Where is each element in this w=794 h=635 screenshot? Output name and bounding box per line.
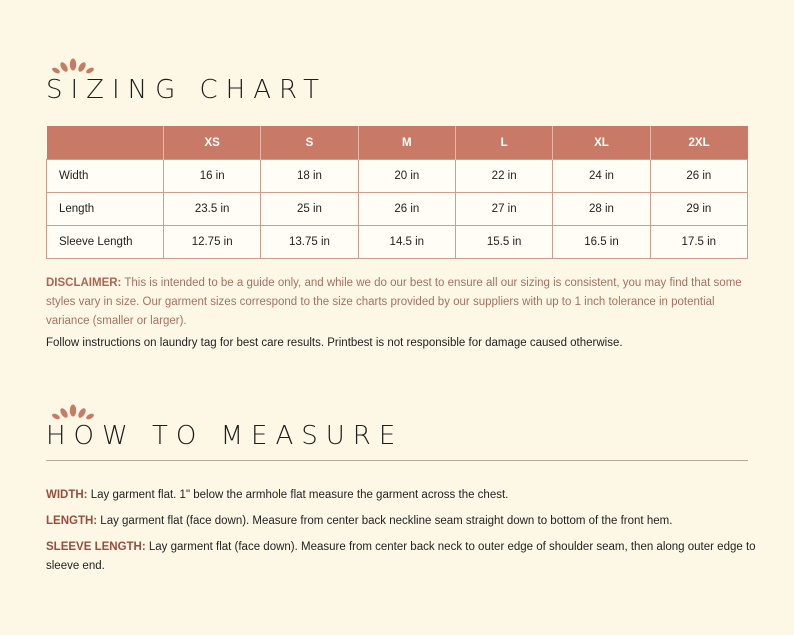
table-header-row [47,126,748,160]
table-cell: 16.5 in [553,226,650,259]
table-header-cell: XL [553,126,650,160]
petal-ornament-icon [50,58,96,74]
disclaimer-body: This is intended to be a guide only, and while we do our best to ensure all our sizing is consistent, you may find that some styles vary in size. Our garment sizes correspond to the size charts provided by our suppliers with up to 1 inch tolerance in potential variance (smaller or larger). [46,277,742,327]
row-label: Length [47,193,164,226]
sizing-table [46,126,748,259]
table-cell: 17.5 in [650,226,747,259]
table-header-cell: L [455,126,552,160]
measure-label: SLEEVE LENGTH: [46,541,146,553]
measure-text: Lay garment flat (face down). Measure from center back neck to outer edge of shoulder seam, then along outer edge to sleeve end. [46,541,756,572]
table-cell: 26 in [358,193,455,226]
section-divider [46,460,748,461]
table-cell: 14.5 in [358,226,455,259]
table-header-cell: S [261,126,358,160]
measure-label: WIDTH: [46,489,88,501]
table-row [47,193,748,226]
table-cell: 26 in [650,160,747,193]
table-cell: 27 in [455,193,552,226]
table-cell: 12.75 in [164,226,261,259]
row-label: Sleeve Length [47,226,164,259]
table-header-cell: 2XL [650,126,747,160]
table-cell: 18 in [261,160,358,193]
row-label: Width [47,160,164,193]
table-cell: 25 in [261,193,358,226]
sizing-chart-title: SIZING CHART [46,75,328,105]
measure-label: LENGTH: [46,515,98,527]
measure-text: Lay garment flat (face down). Measure from center back neckline seam straight down to bottom of the front hem. [97,515,673,527]
table-header-cell [47,126,164,160]
table-row [47,226,748,259]
table-cell: 20 in [358,160,455,193]
laundry-note: Follow instructions on laundry tag for best care results. Printbest is not responsible for damage caused otherwise. [46,337,623,349]
table-cell: 23.5 in [164,193,261,226]
measure-instruction-length [46,512,756,531]
how-to-measure-title: HOW TO MEASURE [46,421,404,451]
table-header-cell: M [358,126,455,160]
table-cell: 16 in [164,160,261,193]
table-cell: 15.5 in [455,226,552,259]
disclaimer-text [46,274,756,331]
table-cell: 28 in [553,193,650,226]
table-row [47,160,748,193]
table-cell: 13.75 in [261,226,358,259]
measure-text: Lay garment flat. 1" below the armhole flat measure the garment across the chest. [87,489,509,501]
table-cell: 22 in [455,160,552,193]
petal-ornament-icon [50,404,96,420]
table-cell: 24 in [553,160,650,193]
table-cell: 29 in [650,193,747,226]
table-header-cell: XS [164,126,261,160]
disclaimer-label: DISCLAIMER: [46,277,122,289]
measure-instruction-width [46,486,756,505]
measure-instruction-sleeve-length [46,538,756,576]
